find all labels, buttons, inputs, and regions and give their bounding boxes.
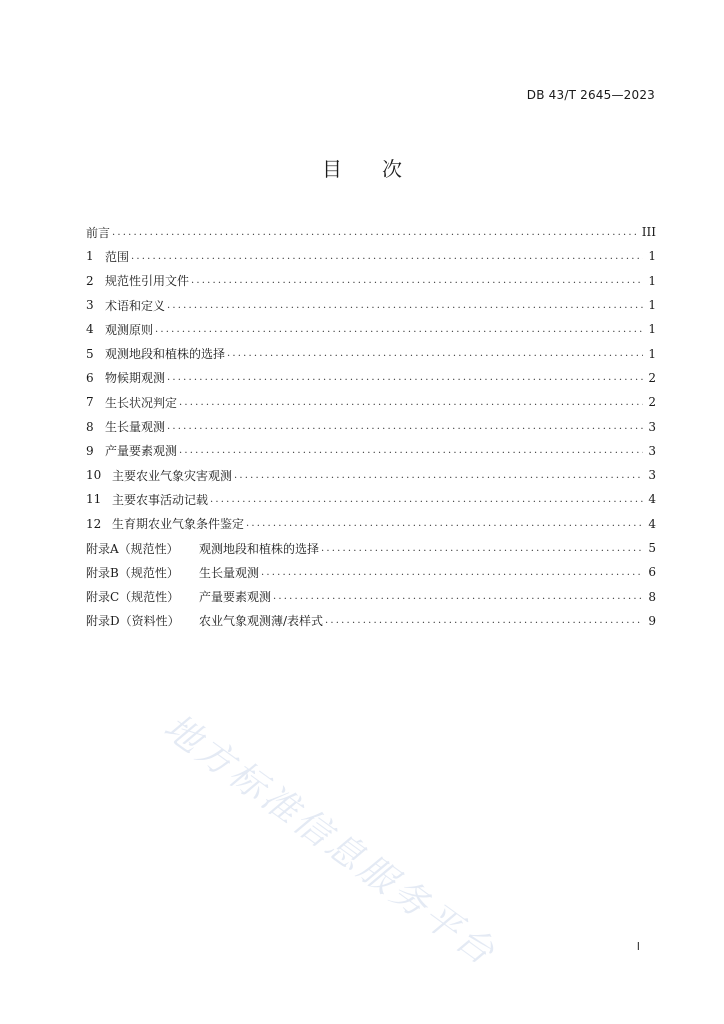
toc-entry[interactable] — [86, 439, 656, 463]
toc-entry[interactable] — [86, 584, 656, 608]
toc-entry-label: 术语和定义 — [105, 298, 166, 313]
toc-entry-page: 1 — [648, 249, 656, 264]
toc-entry-number: 5 — [86, 346, 94, 361]
toc-leader-dots — [227, 348, 643, 359]
toc-leader-dots — [321, 543, 643, 554]
toc-leader-dots — [261, 567, 643, 578]
toc-entry-page: 8 — [648, 589, 656, 604]
toc-entry-page: 1 — [648, 298, 656, 313]
toc-entry[interactable] — [86, 244, 656, 268]
toc-entry-number: 10 — [86, 468, 102, 483]
toc-entry-page: 3 — [648, 419, 656, 434]
toc-entry[interactable] — [86, 220, 656, 244]
toc-entry-page: 2 — [648, 395, 656, 410]
toc-entry-number: 8 — [86, 419, 94, 434]
toc-leader-dots — [179, 445, 643, 456]
toc-entry-label: 观测地段和植株的选择 — [199, 541, 320, 556]
toc-entry-label: 观测原则 — [105, 322, 154, 337]
toc-leader-dots — [167, 300, 643, 311]
toc-entry[interactable] — [86, 390, 656, 414]
toc-entry-number: 附录C（规范性） — [86, 590, 180, 605]
toc-entry-number: 1 — [86, 249, 94, 264]
toc-entry-page: 6 — [648, 565, 656, 580]
toc-entry-number: 6 — [86, 370, 94, 385]
toc-entry-page: III — [641, 225, 656, 240]
toc-entry[interactable] — [86, 463, 656, 487]
toc-entry-number: 附录A（规范性） — [86, 541, 179, 556]
toc-entry-page: 4 — [648, 492, 656, 507]
toc-entry-label: 规范性引用文件 — [105, 274, 190, 289]
watermark: 地方标准信息服务平台 — [156, 706, 504, 975]
table-of-contents — [86, 220, 656, 633]
toc-entry-page: 3 — [648, 468, 656, 483]
toc-entry-number: 附录D（资料性） — [86, 614, 180, 629]
toc-entry-label: 范围 — [105, 249, 130, 264]
toc-entry-label: 前言 — [86, 225, 111, 240]
toc-entry-number: 3 — [86, 298, 94, 313]
toc-entry-page: 1 — [648, 322, 656, 337]
toc-entry[interactable] — [86, 317, 656, 341]
toc-entry-number: 7 — [86, 395, 94, 410]
toc-leader-dots — [246, 518, 643, 529]
toc-entry-page: 2 — [648, 370, 656, 385]
toc-entry[interactable] — [86, 487, 656, 511]
toc-entry[interactable] — [86, 512, 656, 536]
toc-entry-page: 3 — [648, 443, 656, 458]
toc-entry-label: 产量要素观测 — [105, 444, 178, 459]
page-number: I — [636, 940, 640, 953]
toc-entry[interactable] — [86, 293, 656, 317]
toc-entry-number: 11 — [86, 492, 102, 507]
toc-entry[interactable] — [86, 609, 656, 633]
toc-entry[interactable] — [86, 536, 656, 560]
toc-entry[interactable] — [86, 269, 656, 293]
toc-entry[interactable] — [86, 366, 656, 390]
toc-entry[interactable] — [86, 560, 656, 584]
toc-leader-dots — [155, 324, 643, 335]
toc-leader-dots — [210, 494, 643, 505]
page-title — [0, 153, 724, 182]
toc-entry-label: 主要农事活动记载 — [112, 492, 209, 507]
toc-entry-label: 产量要素观测 — [199, 590, 272, 605]
toc-entry-label: 生育期农业气象条件鉴定 — [112, 517, 245, 532]
toc-entry[interactable] — [86, 341, 656, 365]
toc-leader-dots — [131, 251, 643, 262]
toc-entry-page: 4 — [648, 516, 656, 531]
toc-entry-number: 2 — [86, 273, 94, 288]
toc-entry-number: 12 — [86, 516, 102, 531]
toc-entry-page: 1 — [648, 346, 656, 361]
toc-entry-page: 5 — [648, 541, 656, 555]
toc-entry-label: 主要农业气象灾害观测 — [112, 468, 233, 483]
toc-entry-label: 生长量观测 — [105, 420, 166, 435]
toc-entry-label: 观测地段和植株的选择 — [105, 347, 226, 362]
toc-entry-label: 生长状况判定 — [105, 395, 178, 410]
toc-leader-dots — [167, 372, 643, 383]
toc-entry-number: 4 — [86, 322, 94, 337]
toc-leader-dots — [112, 227, 639, 238]
toc-leader-dots — [179, 397, 643, 408]
toc-entry-page: 1 — [648, 273, 656, 288]
toc-leader-dots — [234, 470, 643, 481]
toc-entry-label: 生长量观测 — [199, 565, 260, 580]
toc-leader-dots — [191, 275, 643, 286]
title-part-1: 目 — [322, 157, 342, 181]
toc-leader-dots — [325, 615, 643, 626]
standard-code: DB 43/T 2645—2023 — [526, 88, 655, 102]
title-part-2: 次 — [382, 157, 402, 181]
toc-leader-dots — [167, 421, 643, 432]
toc-entry-number: 9 — [86, 443, 94, 458]
toc-leader-dots — [273, 591, 643, 602]
toc-entry-label: 农业气象观测薄/表样式 — [199, 614, 324, 629]
toc-entry[interactable] — [86, 414, 656, 438]
toc-entry-number: 附录B（规范性） — [86, 565, 179, 580]
toc-entry-label: 物候期观测 — [105, 371, 166, 386]
toc-entry-page: 9 — [648, 613, 656, 628]
